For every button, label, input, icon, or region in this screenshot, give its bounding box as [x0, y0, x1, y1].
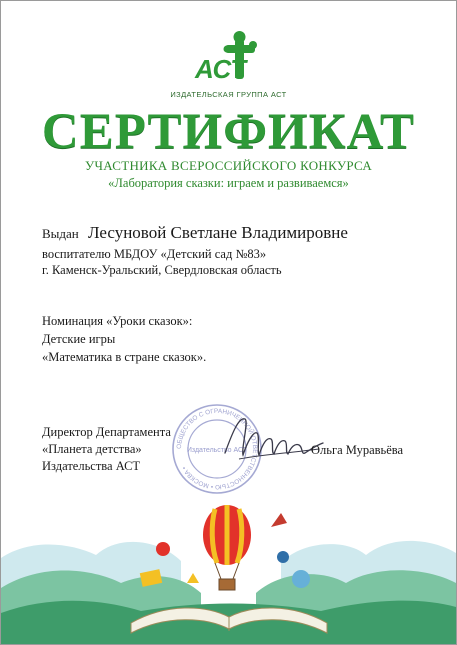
certificate-title: СЕРТИФИКАТ [41, 104, 416, 160]
stamp-ring-text: ОБЩЕСТВО С ОГРАНИЧЕННОЙ ОТВЕТСТВЕННОСТЬЮ • МОСКВА • [175, 407, 259, 491]
stamp-center-text: Издательство АСТ [186, 447, 248, 454]
recipient-city: г. Каменск-Уральский, Свердловская область [42, 263, 282, 277]
open-book-balloon-illustration [1, 483, 456, 644]
contest-subtitle: УЧАСТНИКА ВСЕРОССИЙСКОГО КОНКУРСА [84, 158, 373, 173]
nomination-category: Детские игры [42, 332, 116, 346]
nomination-work: «Математика в стране сказок». [42, 350, 207, 364]
director-title-line2: «Планета детства» [42, 442, 142, 456]
recipient-name: Лесуновой Светлане Владимировне [88, 223, 348, 242]
director-title-line1: Директор Департамента [42, 425, 171, 439]
issued-to-line [42, 223, 348, 243]
logo-text: АСТ [195, 54, 247, 84]
recipient-position: воспитателю МБДОУ «Детский сад №83» [42, 247, 267, 261]
nomination-label: Номинация «Уроки сказок»: [42, 314, 193, 328]
publisher-label: ИЗДАТЕЛЬСКАЯ ГРУППА АСТ [170, 90, 287, 99]
ast-logo-icon [189, 31, 269, 87]
contest-name: «Лаборатория сказки: играем и развиваемся» [108, 176, 349, 190]
director-title-line3: Издательства АСТ [42, 459, 141, 473]
director-name: Ольга Муравьёва [311, 443, 404, 457]
signature [219, 409, 329, 469]
issued-label: Выдан [42, 226, 79, 241]
